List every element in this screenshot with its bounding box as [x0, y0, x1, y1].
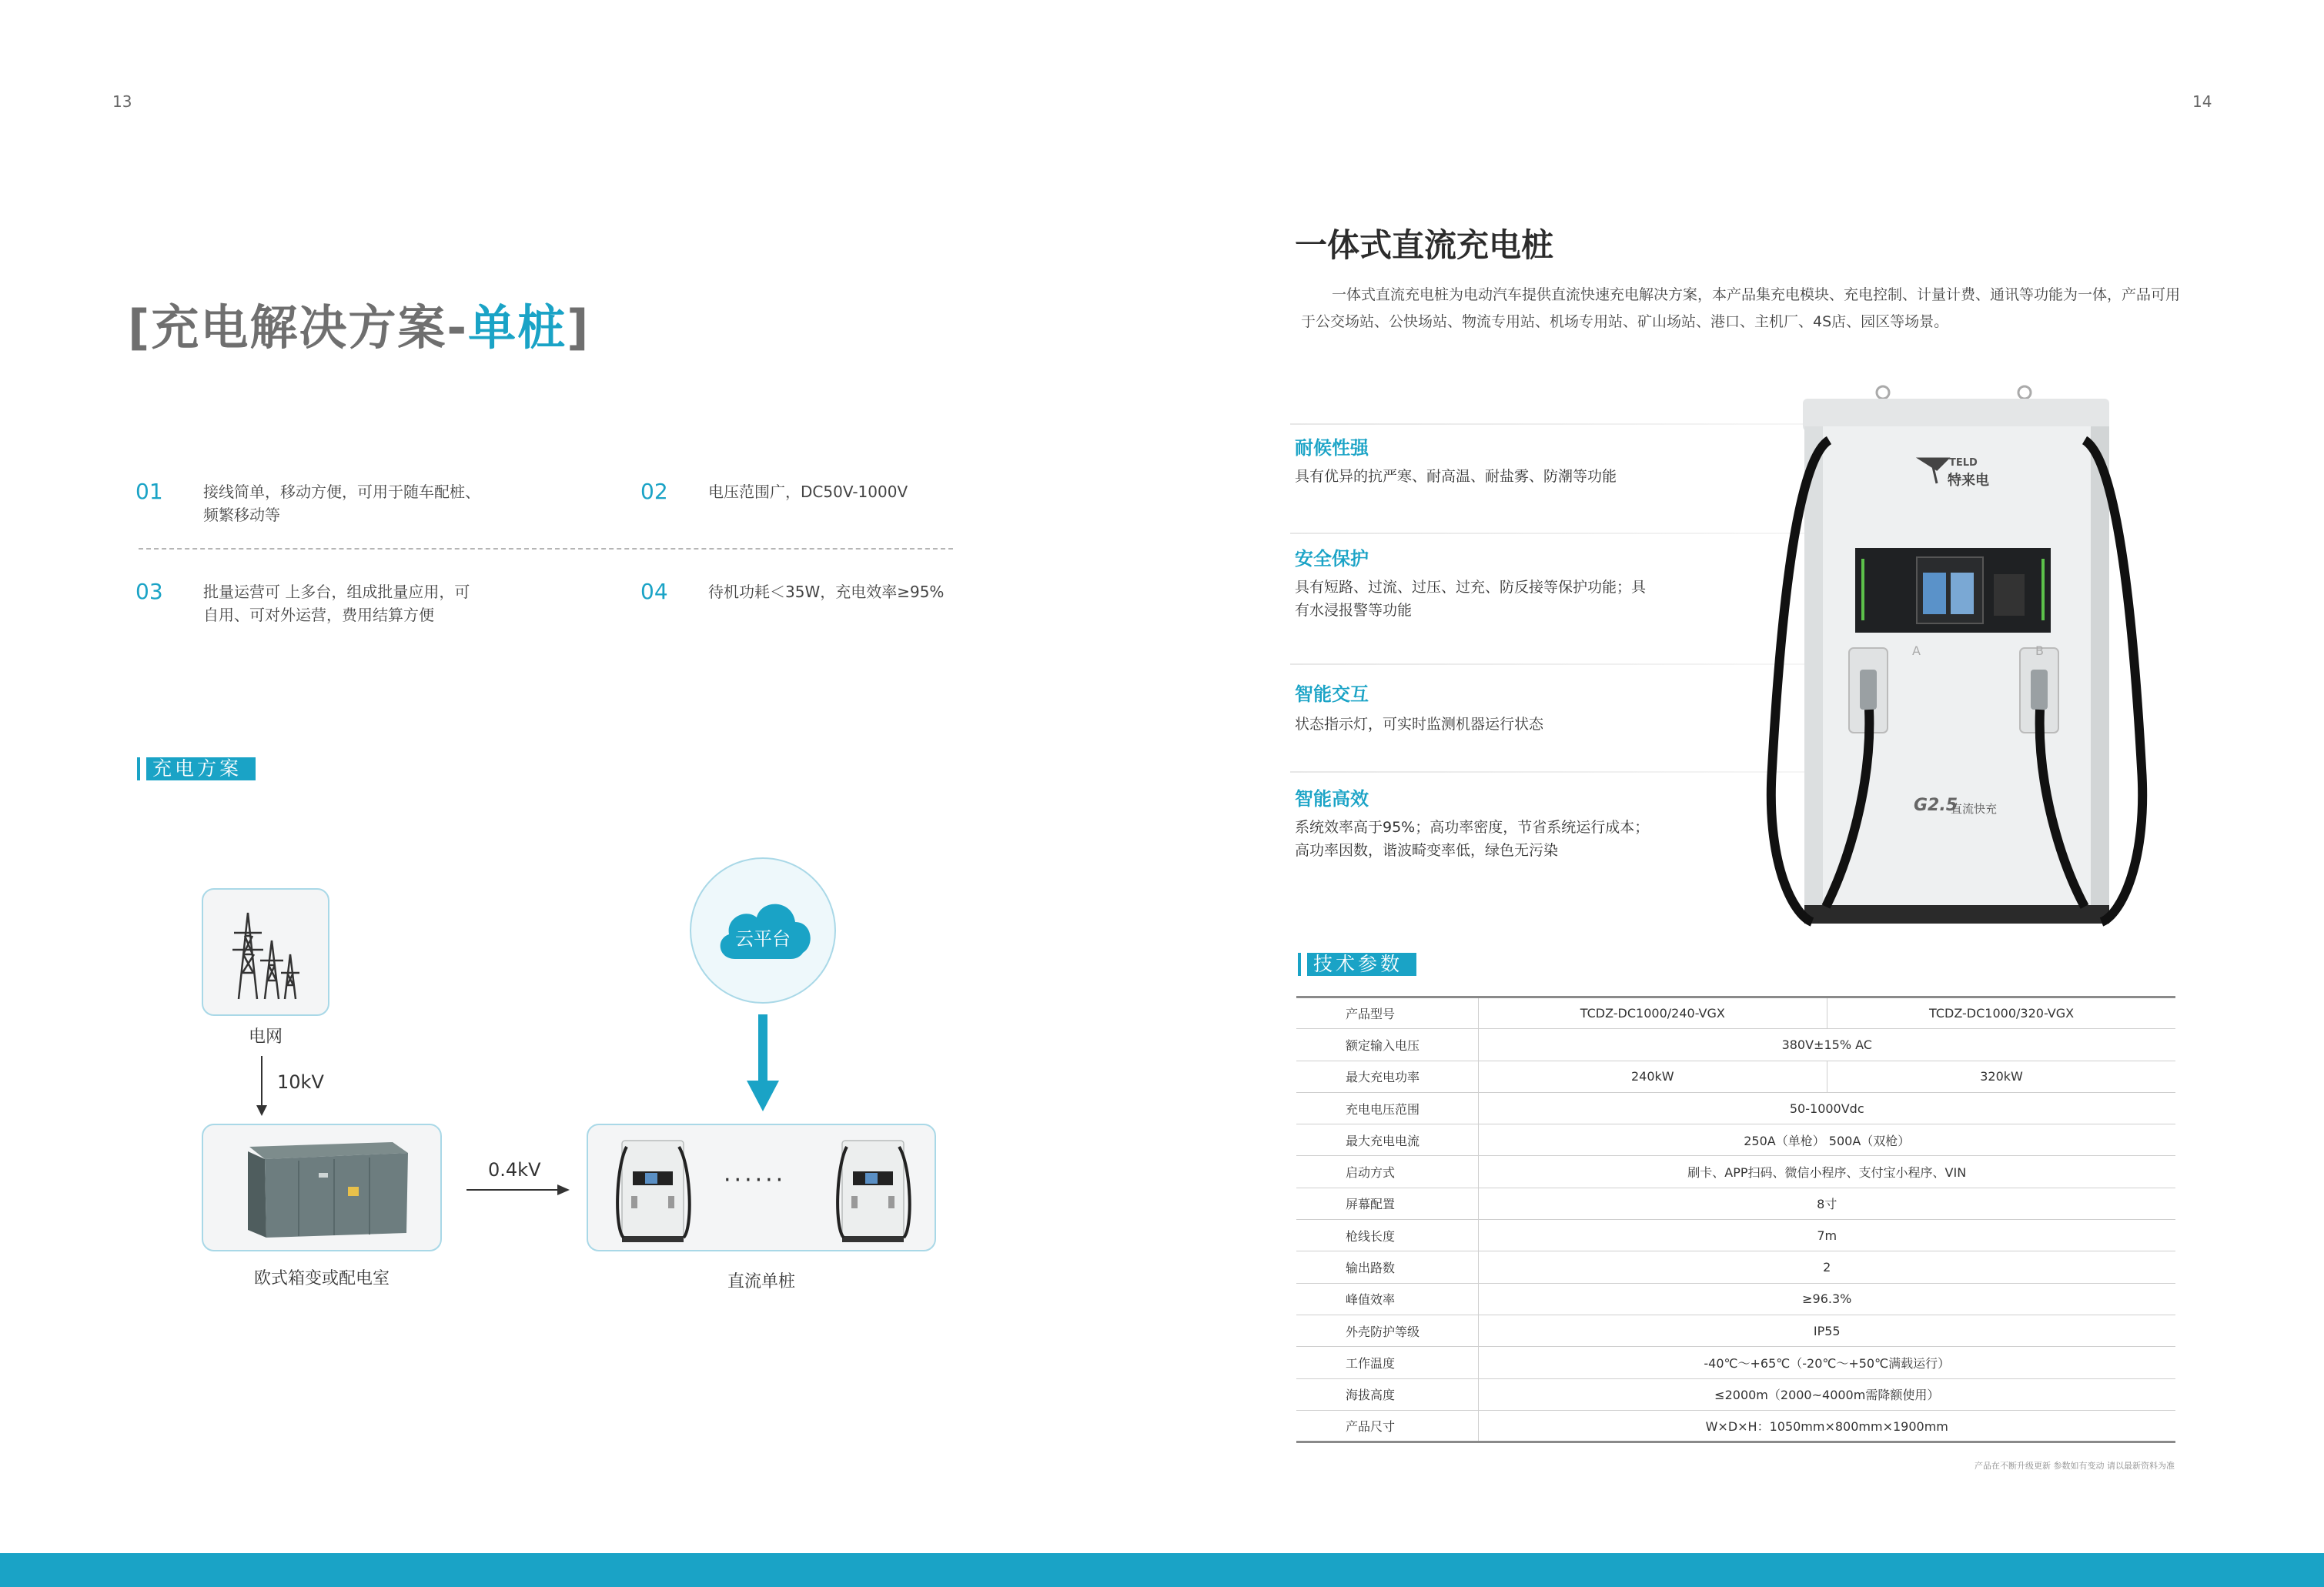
feature-text: 批量运营可 上多台，组成批量应用，可自用、可对外运营，费用结算方便 [203, 583, 470, 624]
table-row [1296, 1220, 2175, 1251]
footnote: 产品在不断升级更新 参数如有变动 请以最新资料为准 [1975, 1461, 2175, 1471]
feature-text: 电压范围广，DC50V-1000V [708, 483, 908, 501]
table-row [1296, 997, 2175, 1029]
section-tag-bar [1298, 953, 1301, 976]
piles-node [587, 1124, 936, 1251]
grid-label: 电网 [248, 1027, 283, 1047]
product-title: 一体式直流充电桩 [1295, 226, 1554, 264]
spec-key: 工作温度 [1296, 1347, 1478, 1378]
section-tag-bar [137, 757, 140, 780]
highlight-divider [1290, 533, 1829, 534]
spec-key: 最大充电电流 [1296, 1124, 1478, 1156]
spec-key: 外壳防护等级 [1296, 1315, 1478, 1346]
highlight-divider [1290, 663, 1829, 665]
highlight-text: 状态指示灯，可实时监测机器运行状态 [1295, 716, 1544, 733]
brand-logo: 特来电 [1948, 473, 1989, 489]
ellipsis-dots: ······ [724, 1167, 787, 1194]
table-row [1296, 1347, 2175, 1378]
feature-number: 03 [135, 579, 163, 604]
page-number-left: 13 [112, 92, 132, 111]
highlight-text: 具有短路、过流、过压、过充、防反接等保护功能；具有水浸报警等功能 [1295, 579, 1647, 619]
highlight-title: 智能交互 [1295, 683, 1369, 705]
model-sub: 直流快充 [1951, 802, 1998, 816]
page-number-right: 14 [2192, 92, 2212, 111]
spec-value: 320kW [1827, 1061, 2175, 1092]
transformer-label: 欧式箱变或配电室 [253, 1269, 390, 1288]
table-row [1296, 1156, 2175, 1188]
page-title [128, 289, 590, 358]
grid-voltage-label: 10kV [277, 1071, 324, 1093]
grid-node [202, 888, 329, 1016]
spec-value: 250A（单枪） 500A（双枪） [1478, 1124, 2175, 1156]
feature-text: 接线简单，移动方便，可用于随车配桩、频繁移动等 [203, 483, 480, 524]
highlight-text: 系统效率高于95%；高功率密度，节省系统运行成本；高功率因数，谐波畸变率低，绿色无污染 [1295, 819, 1650, 859]
section-tag-label: 技术参数 [1307, 953, 1416, 976]
table-row [1296, 1378, 2175, 1410]
spec-key: 枪线长度 [1296, 1220, 1478, 1251]
spec-table [1296, 996, 2175, 1443]
brand-logo-en: TELD [1949, 457, 1978, 469]
charger-pile-icon [831, 1136, 916, 1245]
spec-value: 2 [1478, 1251, 2175, 1283]
spec-value: IP55 [1478, 1315, 2175, 1346]
spec-key: 输出路数 [1296, 1251, 1478, 1283]
highlight-title: 智能高效 [1295, 788, 1369, 810]
charger-product-image [1749, 383, 2165, 937]
table-row [1296, 1092, 2175, 1124]
model-badge: G2.5 [1914, 796, 1958, 815]
spec-value: 7m [1478, 1220, 2175, 1251]
arrow-down-blue-icon [747, 1014, 779, 1111]
spec-value: ≥96.3% [1478, 1283, 2175, 1315]
spec-value: TCDZ-DC1000/240-VGX [1478, 997, 1827, 1029]
highlight-title: 安全保护 [1295, 548, 1369, 570]
section-tag-solution [137, 757, 256, 780]
spec-key: 峰值效率 [1296, 1283, 1478, 1315]
cloud-node [690, 857, 836, 1004]
spec-key: 海拔高度 [1296, 1378, 1478, 1410]
feature-number: 04 [640, 579, 668, 604]
feature-number: 01 [135, 479, 163, 504]
spec-value: ≤2000m（2000~4000m需降额使用） [1478, 1378, 2175, 1410]
table-row [1296, 1029, 2175, 1061]
spec-value: 240kW [1478, 1061, 1827, 1092]
feature-number: 02 [640, 479, 668, 504]
section-tag-specs [1298, 953, 1416, 976]
table-row [1296, 1283, 2175, 1315]
arrow-down-icon [254, 1056, 269, 1116]
spec-value: W×D×H：1050mm×800mm×1900mm [1478, 1410, 2175, 1442]
cloud-label: 云平台 [735, 928, 791, 950]
spec-key: 启动方式 [1296, 1156, 1478, 1188]
piles-label: 直流单桩 [727, 1272, 795, 1291]
title-suffix: ] [567, 299, 590, 356]
table-row [1296, 1188, 2175, 1219]
bottom-accent-bar [0, 1553, 2324, 1587]
table-row [1296, 1061, 2175, 1092]
section-tag-label: 充电方案 [146, 757, 256, 780]
title-prefix: [充电解决方案- [128, 299, 469, 356]
spec-value: 380V±15% AC [1478, 1029, 2175, 1061]
spec-value: 8寸 [1478, 1188, 2175, 1219]
transformer-voltage-label: 0.4kV [488, 1159, 541, 1181]
highlight-title: 耐候性强 [1295, 437, 1369, 459]
highlight-divider [1290, 423, 1829, 425]
transformer-node [202, 1124, 442, 1251]
gun-a-label: A [1912, 643, 1921, 658]
spec-key: 额定输入电压 [1296, 1029, 1478, 1061]
title-accent: 单桩 [468, 299, 567, 356]
product-description: 一体式直流充电桩为电动汽车提供直流快速充电解决方案，本产品集充电模块、充电控制、计量计费、通讯等功能为一体，产品可用于公交场站、公快场站、物流专用站、机场专用站、矿山场站、港口、主机厂、4S店、园区等场景。 [1301, 286, 2181, 330]
spec-value: -40℃～+65℃（-20℃～+50℃满载运行） [1478, 1347, 2175, 1378]
spec-key: 产品型号 [1296, 997, 1478, 1029]
table-row [1296, 1251, 2175, 1283]
table-row [1296, 1410, 2175, 1442]
spec-value: TCDZ-DC1000/320-VGX [1827, 997, 2175, 1029]
spec-key: 产品尺寸 [1296, 1410, 1478, 1442]
table-row [1296, 1124, 2175, 1156]
highlight-divider [1290, 771, 1829, 773]
feature-text: 待机功耗＜35W，充电效率≥95% [708, 583, 945, 601]
highlight-text: 具有优异的抗严寒、耐高温、耐盐雾、防潮等功能 [1295, 468, 1617, 485]
spec-key: 充电电压范围 [1296, 1092, 1478, 1124]
spec-value: 50-1000Vdc [1478, 1092, 2175, 1124]
power-tower-icon [203, 890, 331, 1017]
spec-key: 屏幕配置 [1296, 1188, 1478, 1219]
transformer-icon [203, 1125, 443, 1253]
gun-b-label: B [2035, 643, 2044, 658]
spec-key: 最大充电功率 [1296, 1061, 1478, 1092]
spec-value: 刷卡、APP扫码、微信小程序、支付宝小程序、VIN [1478, 1156, 2175, 1188]
table-row [1296, 1315, 2175, 1346]
arrow-right-icon [466, 1182, 570, 1198]
feature-divider [139, 548, 953, 550]
charger-pile-icon [611, 1136, 696, 1245]
